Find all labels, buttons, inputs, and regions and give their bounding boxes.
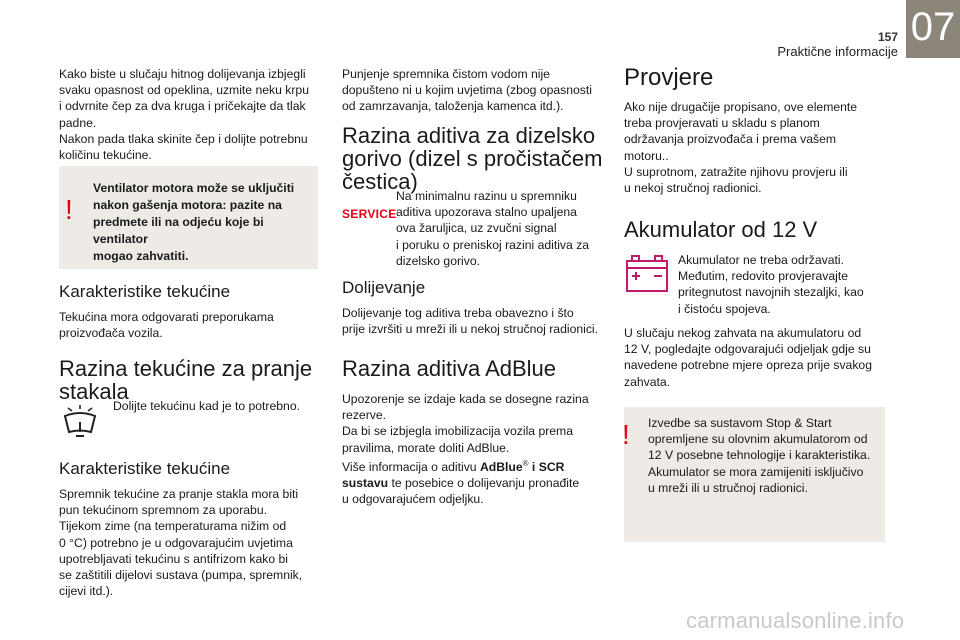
diesel-heading-line-2: gorivo (dizel s pročistačem	[342, 146, 603, 171]
adblue-registered-mark: ®	[522, 458, 529, 468]
adblue-text-part-1: Upozorenje se izdaje kada se dosegne razina rezerve. Da bi se izbjegla imobilizacija vozila prema pravilima, morate doliti AdBlue. Više informacija o aditivu	[342, 392, 589, 474]
windscreen-washer-icon	[60, 402, 100, 442]
section-heading-battery: Akumulator od 12 V	[624, 217, 818, 242]
warning-box-fan	[59, 166, 318, 269]
refill-text: Punjenje spremnika čistom vodom nije dopušteno ni u kojim uvjetima (zbog opasnosti od zamrzavanja, taloženja kamenca itd.).	[342, 67, 592, 114]
chapter-tab	[906, 0, 960, 58]
exclamation-icon: !	[65, 194, 73, 225]
section-heading-diesel	[342, 124, 602, 193]
battery-text-2: U slučaju nekog zahvata na akumulatoru od 12 V, pogledajte odgovarajući odjeljak gdje su navedene potrebne mjere opreza prije svakog zahvata.	[624, 326, 872, 389]
section-heading-topup: Dolijevanje	[342, 278, 426, 297]
washer-text: Dolijte tekućinu kad je to potrebno.	[113, 399, 300, 413]
warning-box-battery	[624, 407, 885, 542]
intro-text: Kako biste u slučaju hitnog dolijevanja izbjegli svaku opasnost od opeklina, uzmite neku krpu i odvrnite čep za dva kruga i pričekajte da tlak padne. Nakon pada tlaka skinite čep i dolijte potrebnu količinu tekućine.	[59, 67, 309, 163]
section-heading-checks: Provjere	[624, 64, 714, 91]
battery-icon	[624, 250, 670, 296]
topup-text: Dolijevanje tog aditiva treba obavezno i što prije izvršiti u mreži ili u nekoj stručnoj radionici.	[342, 306, 599, 337]
warning-fan-text: Ventilator motora može se uključiti nakon gašenja motora: pazite na predmete ili na odjeću koje bi ventilator mogao zahvatiti.	[93, 181, 295, 263]
battery-text: Akumulator ne treba održavati. Međutim, redovito provjeravajte pritegnutost navojnih stezaljki, kao i čistoću spojeva.	[678, 253, 864, 316]
section-heading-washer	[59, 357, 312, 403]
washer-heading-line-1: Razina tekućine za pranje	[59, 356, 313, 381]
diesel-heading-line-1: Razina aditiva za dizelsko	[342, 123, 596, 148]
chapter-tab-number: 07	[910, 5, 956, 49]
adblue-bold-2: i SCR sustavu	[342, 459, 565, 491]
fluid-1-text: Tekućina mora odgovarati preporukama proizvođača vozila.	[59, 310, 274, 341]
fluid-2-text: Spremnik tekućine za pranje stakla mora biti pun tekućinom spremnom za uporabu. Tijekom zime (na temperaturama nižim od 0 °C) potrebno je u odgovarajućim uvjetima upotrebljavati tekućinu s antifrizom kako bi se zaštitili dijelovi sustava (pumpa, spremnik, cijevi itd.).	[59, 487, 303, 599]
page-number: 157	[877, 30, 898, 44]
section-heading-fluid-2: Karakteristike tekućine	[59, 459, 231, 478]
warning-battery-text: Izvedbe sa sustavom Stop & Start opremljene su olovnim akumulatorom od 12 V posebne tehnologije i karakteristika. Akumulator se mora zamijeniti isključivo u mreži ili u stručnoj radionici.	[648, 416, 871, 495]
diesel-text: Na minimalnu razinu u spremniku aditiva upozorava stalno upaljena ova žaruljica, uz zvučni signal i poruku o preniskoj razini aditiva za dizelsko gorivo.	[396, 189, 590, 268]
checks-text: Ako nije drugačije propisano, ove elemente treba provjeravati u skladu s planom održavanja proizvođača i prema vašem motoru.. U suprotnom, zatražite njihovu provjeru ili u nekoj stručnoj radionici.	[624, 100, 858, 196]
adblue-text	[342, 391, 607, 507]
exclamation-icon: !	[622, 419, 630, 450]
watermark: carmanualsonline.info	[686, 608, 905, 633]
washer-heading-line-2: stakala	[59, 379, 129, 404]
diesel-heading-line-3: čestica)	[342, 169, 418, 194]
adblue-bold-1: AdBlue	[479, 459, 523, 474]
service-warning-icon: SERVICE	[342, 207, 397, 221]
chapter-title: Praktične informacije	[777, 44, 898, 59]
section-heading-adblue: Razina aditiva AdBlue	[342, 356, 557, 381]
adblue-text-part-2: te posebice o dolijevanju pronađite u odgovarajućem odjeljku.	[342, 476, 580, 507]
section-heading-fluid-1: Karakteristike tekućine	[59, 282, 231, 301]
